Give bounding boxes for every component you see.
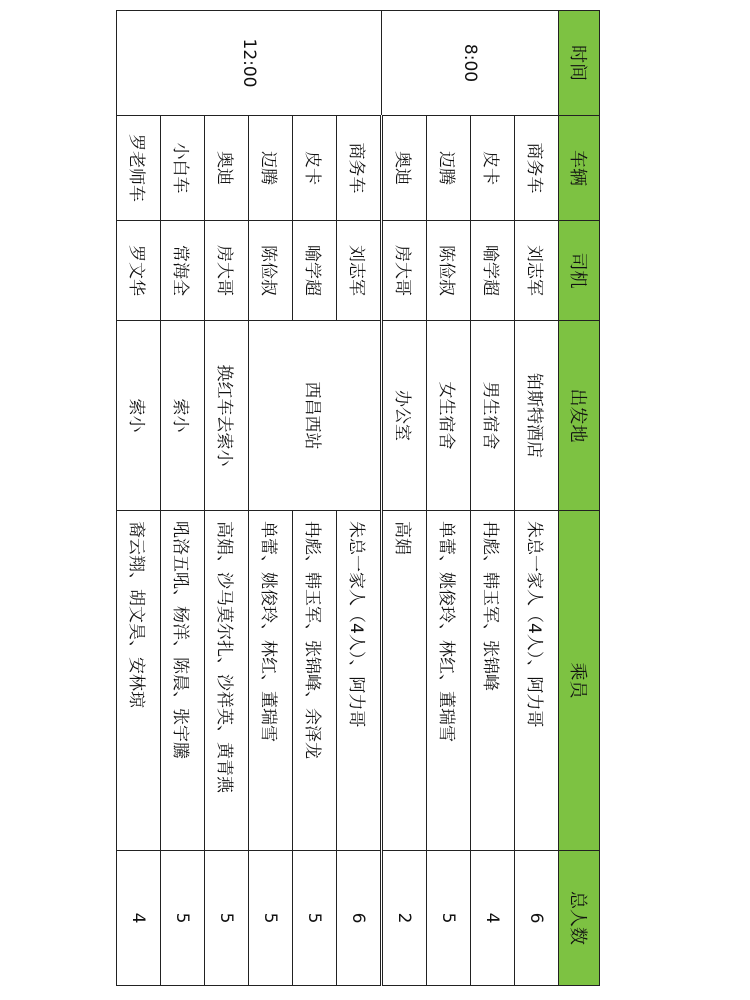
total-cell: 5 xyxy=(249,851,293,986)
riders-cell: 裔云翔、胡文昊、安林琼 xyxy=(117,511,161,851)
time-cell: 12:00 xyxy=(117,11,382,116)
riders-cell: 冉彪、韩玉军、张锦峰 xyxy=(471,511,515,851)
table-row xyxy=(427,11,471,986)
total-cell: 6 xyxy=(337,851,382,986)
table-row xyxy=(337,11,382,986)
total-cell: 2 xyxy=(382,851,427,986)
car-cell: 商务车 xyxy=(515,116,559,221)
header-row xyxy=(559,11,600,986)
car-cell: 罗老师车 xyxy=(117,116,161,221)
table-row xyxy=(161,11,205,986)
table-row xyxy=(382,11,427,986)
origin-cell: 男生宿舍 xyxy=(471,321,515,511)
total-cell: 5 xyxy=(205,851,249,986)
origin-cell: 索小 xyxy=(117,321,161,511)
driver-cell: 刘志军 xyxy=(337,221,382,321)
car-cell: 迈腾 xyxy=(249,116,293,221)
origin-cell: 办公室 xyxy=(382,321,427,511)
driver-cell: 房大哥 xyxy=(382,221,427,321)
driver-cell: 陈俭叔 xyxy=(249,221,293,321)
total-cell: 6 xyxy=(515,851,559,986)
header-riders: 乘员 xyxy=(559,511,600,851)
driver-cell: 陈俭叔 xyxy=(427,221,471,321)
total-cell: 5 xyxy=(161,851,205,986)
total-cell: 4 xyxy=(117,851,161,986)
riders-cell: 吼洛五吼、杨洋、陈晨、张宇騰 xyxy=(161,511,205,851)
riders-cell: 单蕾、姚俊玲、林红、董瑞雪 xyxy=(249,511,293,851)
table-row xyxy=(117,11,161,986)
driver-cell: 常海全 xyxy=(161,221,205,321)
car-cell: 商务车 xyxy=(337,116,382,221)
rotated-schedule-page xyxy=(126,10,600,985)
origin-cell: 索小 xyxy=(161,321,205,511)
table-row xyxy=(515,11,559,986)
origin-cell: 铂斯特酒店 xyxy=(515,321,559,511)
header-driver: 司机 xyxy=(559,221,600,321)
car-cell: 小白车 xyxy=(161,116,205,221)
header-time: 时间 xyxy=(559,11,600,116)
table-row xyxy=(205,11,249,986)
time-cell: 8:00 xyxy=(382,11,559,116)
driver-cell: 喻学超 xyxy=(471,221,515,321)
riders-cell: 单蕾、姚俊玲、林红、董瑞雪 xyxy=(427,511,471,851)
header-car: 车辆 xyxy=(559,116,600,221)
driver-cell: 刘志军 xyxy=(515,221,559,321)
car-cell: 皮卡 xyxy=(293,116,337,221)
origin-cell: 女生宿舍 xyxy=(427,321,471,511)
driver-cell: 房大哥 xyxy=(205,221,249,321)
header-total: 总人数 xyxy=(559,851,600,986)
table-row xyxy=(471,11,515,986)
riders-cell: 高娟 xyxy=(382,511,427,851)
vehicle-schedule-table xyxy=(116,10,600,986)
total-cell: 5 xyxy=(427,851,471,986)
riders-cell: 朱总一家人（4人）、阿力哥 xyxy=(515,511,559,851)
riders-cell: 冉彪、韩玉军、张锦峰、余泽龙 xyxy=(293,511,337,851)
car-cell: 奥迪 xyxy=(205,116,249,221)
total-cell: 4 xyxy=(471,851,515,986)
car-cell: 迈腾 xyxy=(427,116,471,221)
riders-cell: 高娟、沙马莫尔扎、沙祥英、黄青燕 xyxy=(205,511,249,851)
car-cell: 奥迪 xyxy=(382,116,427,221)
header-origin: 出发地 xyxy=(559,321,600,511)
car-cell: 皮卡 xyxy=(471,116,515,221)
total-cell: 5 xyxy=(293,851,337,986)
driver-cell: 喻学超 xyxy=(293,221,337,321)
origin-cell: 西昌西站 xyxy=(249,321,382,511)
riders-cell: 朱总一家人（4人）、阿力哥 xyxy=(337,511,382,851)
origin-cell: 换红车去索小 xyxy=(205,321,249,511)
driver-cell: 罗文华 xyxy=(117,221,161,321)
